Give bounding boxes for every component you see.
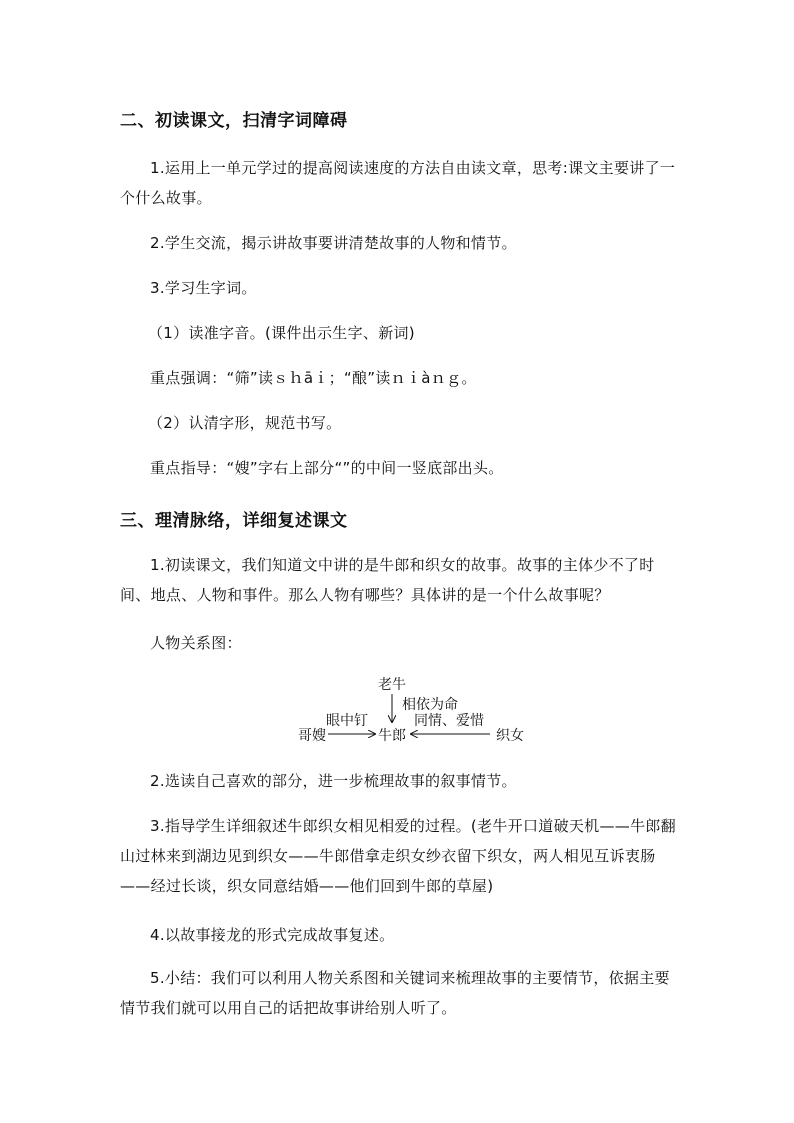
paragraph-s3-item1 <box>120 550 676 610</box>
diagram-relation-top: 相依为命 <box>402 697 458 713</box>
diagram-title: 人物关系图： <box>150 634 242 652</box>
diagram-node-left: 哥嫂 <box>298 728 326 744</box>
diagram-node-right: 织女 <box>496 728 524 744</box>
paragraph-text: 1.初读课文，我们知道文中讲的是牛郎和织女的故事。故事的主体少不了时间、地点、人物和事件。那么人物有哪些？具体讲的是一个什么故事呢？ <box>120 556 655 604</box>
paragraph-text: 3.学习生字词。 <box>150 279 257 297</box>
paragraph-text: 2.学生交流，揭示讲故事要讲清楚故事的人物和情节。 <box>150 234 517 252</box>
paragraph-text: 4.以故事接龙的形式完成故事复述。 <box>150 926 395 944</box>
paragraph-s3-item3 <box>120 811 676 901</box>
diagram-node-center: 牛郎 <box>378 728 406 744</box>
paragraph-s2-item2 <box>120 228 676 258</box>
section-heading-3: 三、理清脉络，详细复述课文 <box>120 511 348 531</box>
diagram-relation-left: 眼中钉 <box>326 713 368 729</box>
paragraph-text: 3.指导学生详细叙述牛郎织女相见相爱的过程。(老牛开口道破天机——牛郎翻山过林来到湖边见到织女——牛郎借拿走织女纱衣留下织女，两人相见互诉衷肠——经过长谈，织女同意结婚——他们回到牛郎的草屋) <box>120 817 676 895</box>
paragraph-s2-emph2: 重点指导：“嫂”字右上部分“”的中间一竖底部出头。 <box>150 459 504 477</box>
paragraph-s3-item4 <box>120 920 676 950</box>
paragraph-text: 5.小结：我们可以利用人物关系图和关键词来梳理故事的主要情节，依据主要情节我们就可以用自己的话把故事讲给别人听了。 <box>120 969 670 1017</box>
section-heading-2: 二、初读课文，扫清字词障碍 <box>120 111 348 131</box>
paragraph-text: 2.选读自己喜欢的部分，进一步梳理故事的叙事情节。 <box>150 772 517 790</box>
paragraph-s2-item3 <box>120 273 676 303</box>
paragraph-text: 1.运用上一单元学过的提高阅读速度的方法自由读文章，思考:课文主要讲了一个什么故事。 <box>120 159 676 207</box>
diagram-relation-right: 同情、爱惜 <box>414 713 484 729</box>
paragraph-s3-item5 <box>120 963 676 1023</box>
paragraph-s2-sub1: （1）读准字音。(课件出示生字、新词) <box>148 324 415 342</box>
diagram-node-top: 老牛 <box>378 677 406 693</box>
paragraph-s2-item1 <box>120 153 676 213</box>
paragraph-s3-item2 <box>120 766 676 796</box>
character-relationship-diagram <box>290 668 550 748</box>
paragraph-s2-emph1: 重点强调：“筛”读ｓｈāｉ；“酿”读ｎｉàｎｇ。 <box>150 369 477 387</box>
paragraph-s2-sub2: （2）认清字形，规范书写。 <box>148 414 342 432</box>
